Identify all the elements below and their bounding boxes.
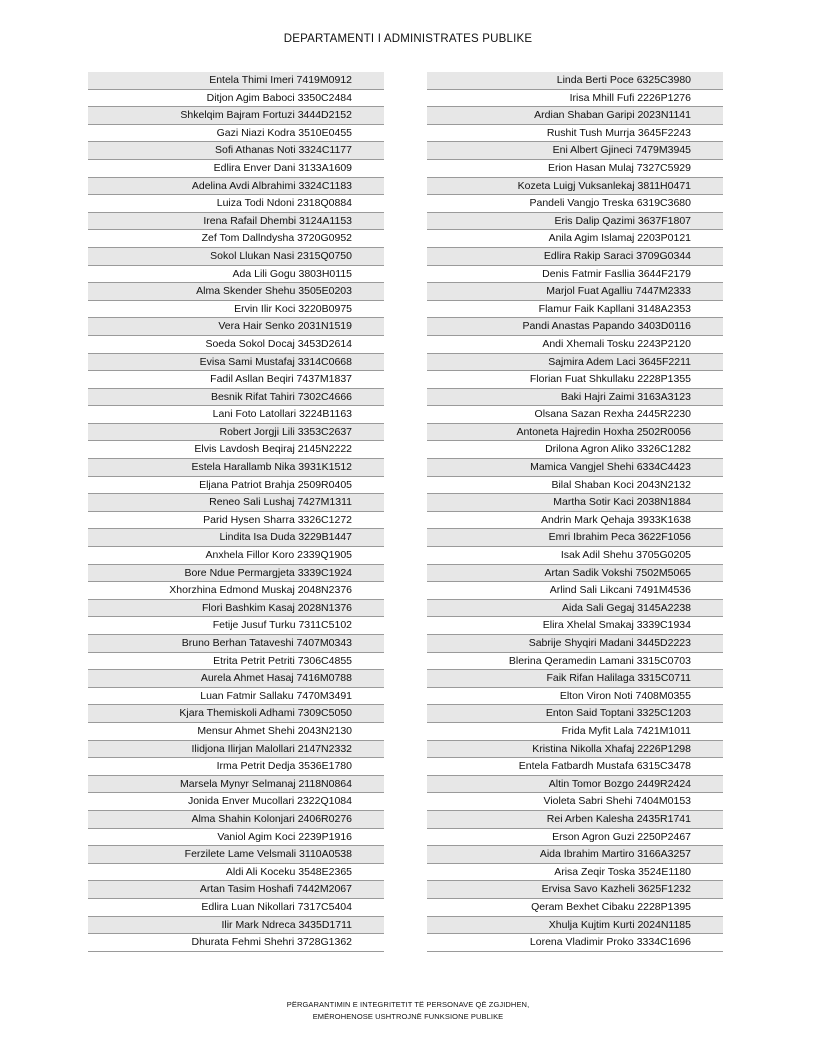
list-row: Ferzilete Lame Velsmali 3110A0538 [88, 846, 384, 864]
list-row: Jonida Enver Mucollari 2322Q1084 [88, 793, 384, 811]
list-row: Sokol Llukan Nasi 2315Q0750 [88, 248, 384, 266]
list-row: Shkelqim Bajram Fortuzi 3444D2152 [88, 107, 384, 125]
list-row: Kjara Themiskoli Adhami 7309C5050 [88, 705, 384, 723]
list-row: Eni Albert Gjineci 7479M3945 [427, 142, 723, 160]
list-row: Kristina Nikolla Xhafaj 2226P1298 [427, 741, 723, 759]
list-row: Gazi Niazi Kodra 3510E0455 [88, 125, 384, 143]
list-row: Marjol Fuat Agalliu 7447M2333 [427, 283, 723, 301]
list-row: Luiza Todi Ndoni 2318Q0884 [88, 195, 384, 213]
list-row: Entela Fatbardh Mustafa 6315C3478 [427, 758, 723, 776]
list-row: Artan Tasim Hoshafi 7442M2067 [88, 881, 384, 899]
list-row: Soeda Sokol Docaj 3453D2614 [88, 336, 384, 354]
list-row: Edlira Luan Nikollari 7317C5404 [88, 899, 384, 917]
list-row: Pandi Anastas Papando 3403D0116 [427, 318, 723, 336]
list-row: Lani Foto Latollari 3224B1163 [88, 406, 384, 424]
list-row: Reneo Sali Lushaj 7427M1311 [88, 494, 384, 512]
list-row: Irena Rafail Dhembi 3124A1153 [88, 213, 384, 231]
list-row: Ilidjona Ilirjan Malollari 2147N2332 [88, 741, 384, 759]
list-row: Ditjon Agim Baboci 3350C2484 [88, 90, 384, 108]
list-row: Aida Sali Gegaj 3145A2238 [427, 600, 723, 618]
list-row: Robert Jorgji Lili 3353C2637 [88, 424, 384, 442]
list-row: Flori Bashkim Kasaj 2028N1376 [88, 600, 384, 618]
list-row: Arlind Sali Likcani 7491M4536 [427, 582, 723, 600]
list-row: Pandeli Vangjo Treska 6319C3680 [427, 195, 723, 213]
list-row: Ilir Mark Ndreca 3435D1711 [88, 917, 384, 935]
list-row: Mensur Ahmet Shehi 2043N2130 [88, 723, 384, 741]
list-row: Andi Xhemali Tosku 2243P2120 [427, 336, 723, 354]
list-row: Flamur Faik Kapllani 3148A2353 [427, 301, 723, 319]
list-row: Adelina Avdi Albrahimi 3324C1183 [88, 178, 384, 196]
list-row: Lindita Isa Duda 3229B1447 [88, 529, 384, 547]
list-row: Olsana Sazan Rexha 2445R2230 [427, 406, 723, 424]
list-row: Isak Adil Shehu 3705G0205 [427, 547, 723, 565]
list-row: Xhulja Kujtim Kurti 2024N1185 [427, 917, 723, 935]
list-row: Irisa Mhill Fufi 2226P1276 [427, 90, 723, 108]
list-row: Luan Fatmir Sallaku 7470M3491 [88, 688, 384, 706]
list-row: Anxhela Fillor Koro 2339Q1905 [88, 547, 384, 565]
list-row: Erson Agron Guzi 2250P2467 [427, 829, 723, 847]
list-row: Vaniol Agim Koci 2239P1916 [88, 829, 384, 847]
list-row: Sofi Athanas Noti 3324C1177 [88, 142, 384, 160]
list-row: Blerina Qeramedin Lamani 3315C0703 [427, 653, 723, 671]
list-row: Sabrije Shyqiri Madani 3445D2223 [427, 635, 723, 653]
left-name-list [88, 72, 384, 952]
list-row: Entela Thimi Imeri 7419M0912 [88, 72, 384, 90]
list-row: Kozeta Luigj Vuksanlekaj 3811H0471 [427, 178, 723, 196]
list-row: Xhorzhina Edmond Muskaj 2048N2376 [88, 582, 384, 600]
list-row: Fetije Jusuf Turku 7311C5102 [88, 617, 384, 635]
list-row: Alma Shahin Kolonjari 2406R0276 [88, 811, 384, 829]
list-row: Rushit Tush Murrja 3645F2243 [427, 125, 723, 143]
list-row: Edlira Rakip Saraci 3709G0344 [427, 248, 723, 266]
footer-line-2: EMËROHENOSE USHTROJNË FUNKSIONE PUBLIKE [312, 1012, 504, 1021]
list-row: Martha Sotir Kaci 2038N1884 [427, 494, 723, 512]
list-row: Bruno Berhan Tataveshi 7407M0343 [88, 635, 384, 653]
list-row: Edlira Enver Dani 3133A1609 [88, 160, 384, 178]
list-row: Elton Viron Noti 7408M0355 [427, 688, 723, 706]
page-title: DEPARTAMENTI I ADMINISTRATES PUBLIKE [283, 33, 533, 45]
list-row: Ervin Ilir Koci 3220B0975 [88, 301, 384, 319]
list-row: Faik Rifan Halilaga 3315C0711 [427, 670, 723, 688]
list-row: Marsela Mynyr Selmanaj 2118N0864 [88, 776, 384, 794]
list-row: Artan Sadik Vokshi 7502M5065 [427, 565, 723, 583]
list-row: Aldi Ali Koceku 3548E2365 [88, 864, 384, 882]
list-row: Irma Petrit Dedja 3536E1780 [88, 758, 384, 776]
list-row: Antoneta Hajredin Hoxha 2502R0056 [427, 424, 723, 442]
list-row: Aida Ibrahim Martiro 3166A3257 [427, 846, 723, 864]
list-row: Alma Skender Shehu 3505E0203 [88, 283, 384, 301]
list-row: Eris Dalip Qazimi 3637F1807 [427, 213, 723, 231]
list-row: Arisa Zeqir Toska 3524E1180 [427, 864, 723, 882]
list-row: Erion Hasan Mulaj 7327C5929 [427, 160, 723, 178]
list-row: Frida Myfit Lala 7421M1011 [427, 723, 723, 741]
list-row: Emri Ibrahim Peca 3622F1056 [427, 529, 723, 547]
list-row: Etrita Petrit Petriti 7306C4855 [88, 653, 384, 671]
list-row: Enton Said Toptani 3325C1203 [427, 705, 723, 723]
list-row: Qeram Bexhet Cibaku 2228P1395 [427, 899, 723, 917]
list-row: Andrin Mark Qehaja 3933K1638 [427, 512, 723, 530]
list-row: Bilal Shaban Koci 2043N2132 [427, 477, 723, 495]
footer-line-1: PËRGARANTIMIN E INTEGRITETIT TË PERSONAVE QË ZGJIDHEN, [286, 1000, 530, 1009]
list-row: Sajmira Adem Laci 3645F2211 [427, 354, 723, 372]
list-row: Vera Hair Senko 2031N1519 [88, 318, 384, 336]
list-row: Bore Ndue Permargjeta 3339C1924 [88, 565, 384, 583]
list-row: Zef Tom Dallndysha 3720G0952 [88, 230, 384, 248]
list-row: Lorena Vladimir Proko 3334C1696 [427, 934, 723, 952]
page-footer [0, 999, 816, 1023]
list-row: Dhurata Fehmi Shehri 3728G1362 [88, 934, 384, 952]
list-row: Fadil Asllan Beqiri 7437M1837 [88, 371, 384, 389]
list-row: Mamica Vangjel Shehi 6334C4423 [427, 459, 723, 477]
list-row: Denis Fatmir Fasllia 3644F2179 [427, 266, 723, 284]
right-name-list [427, 72, 723, 952]
list-row: Ardian Shaban Garipi 2023N1141 [427, 107, 723, 125]
list-row: Estela Harallamb Nika 3931K1512 [88, 459, 384, 477]
list-row: Linda Berti Poce 6325C3980 [427, 72, 723, 90]
list-row: Altin Tomor Bozgo 2449R2424 [427, 776, 723, 794]
list-row: Besnik Rifat Tahiri 7302C4666 [88, 389, 384, 407]
list-row: Evisa Sami Mustafaj 3314C0668 [88, 354, 384, 372]
list-row: Anila Agim Islamaj 2203P0121 [427, 230, 723, 248]
list-row: Florian Fuat Shkullaku 2228P1355 [427, 371, 723, 389]
list-row: Eljana Patriot Brahja 2509R0405 [88, 477, 384, 495]
list-row: Elvis Lavdosh Beqiraj 2145N2222 [88, 441, 384, 459]
list-row: Drilona Agron Aliko 3326C1282 [427, 441, 723, 459]
list-row: Rei Arben Kalesha 2435R1741 [427, 811, 723, 829]
list-row: Aurela Ahmet Hasaj 7416M0788 [88, 670, 384, 688]
list-row: Ada Lili Gogu 3803H0115 [88, 266, 384, 284]
list-row: Violeta Sabri Shehi 7404M0153 [427, 793, 723, 811]
list-row: Baki Hajri Zaimi 3163A3123 [427, 389, 723, 407]
list-row: Elira Xhelal Smakaj 3339C1934 [427, 617, 723, 635]
list-row: Parid Hysen Sharra 3326C1272 [88, 512, 384, 530]
list-row: Ervisa Savo Kazheli 3625F1232 [427, 881, 723, 899]
